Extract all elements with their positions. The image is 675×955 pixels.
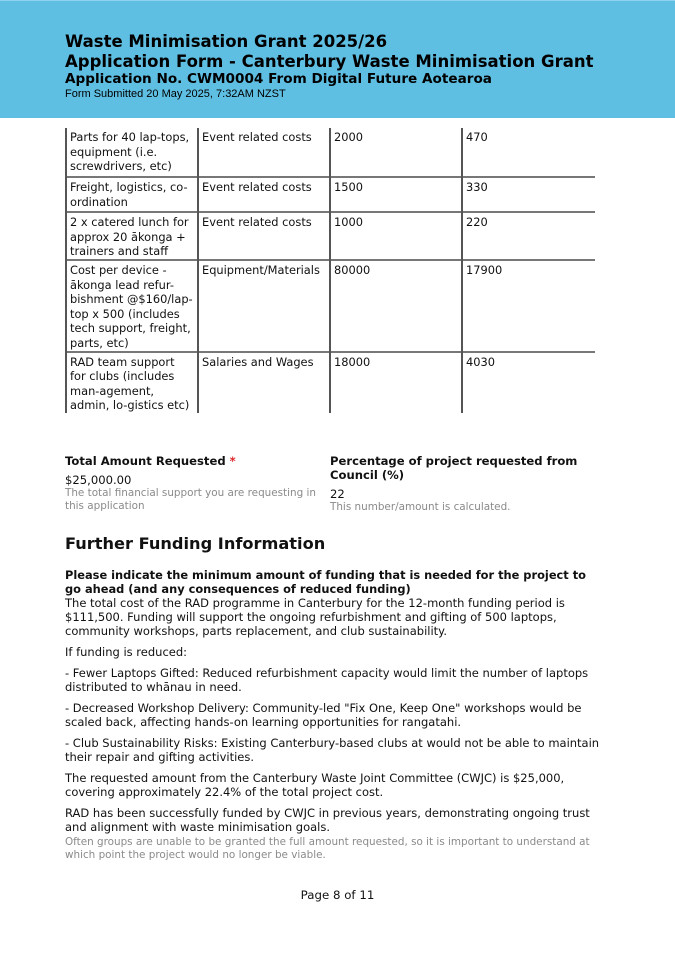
- budget-total: 1500: [330, 177, 462, 212]
- table-row: [66, 177, 595, 212]
- budget-category: Equipment/Materials: [198, 260, 330, 352]
- answer-intro: The total cost of the RAD programme in Canterbury for the 12-month funding period is $111,500. Funding will support the ongoing refurbishment and gifting of 500 laptops, community workshops, parts replacement, and club sustainability.: [65, 596, 565, 639]
- total-amount-field: [65, 454, 320, 512]
- if-reduced-label: If funding is reduced:: [65, 645, 188, 660]
- budget-category: Event related costs: [198, 212, 330, 260]
- budget-category: Event related costs: [198, 128, 330, 177]
- table-row: [66, 352, 595, 413]
- budget-category: Event related costs: [198, 177, 330, 212]
- percentage-help: This number/amount is calculated.: [330, 501, 511, 513]
- grant-title: Waste Minimisation Grant 2025/26: [65, 32, 388, 51]
- budget-item: Cost per device - ākonga lead refur-bishment @$160/lap-top x 500 (includes tech support, freight, parts, etc): [66, 260, 198, 352]
- required-asterisk: *: [229, 454, 236, 468]
- submitted-timestamp: Form Submitted 20 May 2025, 7:32AM NZST: [65, 88, 286, 100]
- further-funding-section: [65, 569, 605, 861]
- page-number: Page 8 of 11: [300, 888, 375, 902]
- budget-requested: 4030: [462, 352, 595, 413]
- budget-requested: 220: [462, 212, 595, 260]
- budget-item: RAD team support for clubs (includes man-agement, admin, lo-gistics etc): [66, 352, 198, 413]
- budget-total: 2000: [330, 128, 462, 177]
- total-amount-label: Total Amount Requested *: [65, 454, 236, 468]
- consequence-item: - Decreased Workshop Delivery: Community-led "Fix One, Keep One" workshops would be scaled back, affecting hands-on learning opportunities for rangatahi.: [65, 701, 582, 730]
- percentage-value: 22: [330, 487, 345, 501]
- budget-total: 80000: [330, 260, 462, 352]
- budget-category: Salaries and Wages: [198, 352, 330, 413]
- total-amount-help: The total financial support you are requesting in this application: [65, 487, 316, 512]
- table-row: [66, 128, 595, 177]
- budget-total: 1000: [330, 212, 462, 260]
- budget-table: [65, 128, 595, 413]
- total-amount-value: $25,000.00: [65, 473, 132, 487]
- funding-history-text: RAD has been successfully funded by CWJC in previous years, demonstrating ongoing trust and alignment with waste minimisation goals.: [65, 806, 590, 835]
- form-header: [0, 0, 675, 118]
- section-heading: Further Funding Information: [65, 534, 326, 553]
- form-title: Application Form - Canterbury Waste Minimisation Grant: [65, 52, 594, 71]
- question-label: Please indicate the minimum amount of funding that is needed for the project to go ahead (and any consequences of reduced funding): [65, 568, 586, 596]
- budget-requested: 330: [462, 177, 595, 212]
- budget-item: 2 x catered lunch for approx 20 ākonga + trainers and staff: [66, 212, 198, 260]
- budget-item: Freight, logistics, co-ordination: [66, 177, 198, 212]
- budget-item: Parts for 40 lap-tops, equipment (i.e. screwdrivers, etc): [66, 128, 198, 177]
- budget-total: 18000: [330, 352, 462, 413]
- application-number: Application No. CWM0004 From Digital Future Aotearoa: [65, 71, 492, 87]
- consequence-item: - Fewer Laptops Gifted: Reduced refurbishment capacity would limit the number of laptops distributed to whānau in need.: [65, 666, 589, 695]
- requested-amount-text: The requested amount from the Canterbury Waste Joint Committee (CWJC) is $25,000, covering approximately 22.4% of the total project cost.: [65, 771, 565, 800]
- consequence-item: - Club Sustainability Risks: Existing Canterbury-based clubs at would not be able to maintain their repair and gifting activities.: [65, 736, 600, 765]
- budget-requested: 470: [462, 128, 595, 177]
- percentage-field: [330, 454, 595, 514]
- question-hint: Often groups are unable to be granted the full amount requested, so it is important to understand at which point the project would no longer be viable.: [65, 836, 590, 861]
- budget-requested: 17900: [462, 260, 595, 352]
- table-row: [66, 212, 595, 260]
- table-row: [66, 260, 595, 352]
- percentage-label: Percentage of project requested from Council (%): [330, 454, 578, 482]
